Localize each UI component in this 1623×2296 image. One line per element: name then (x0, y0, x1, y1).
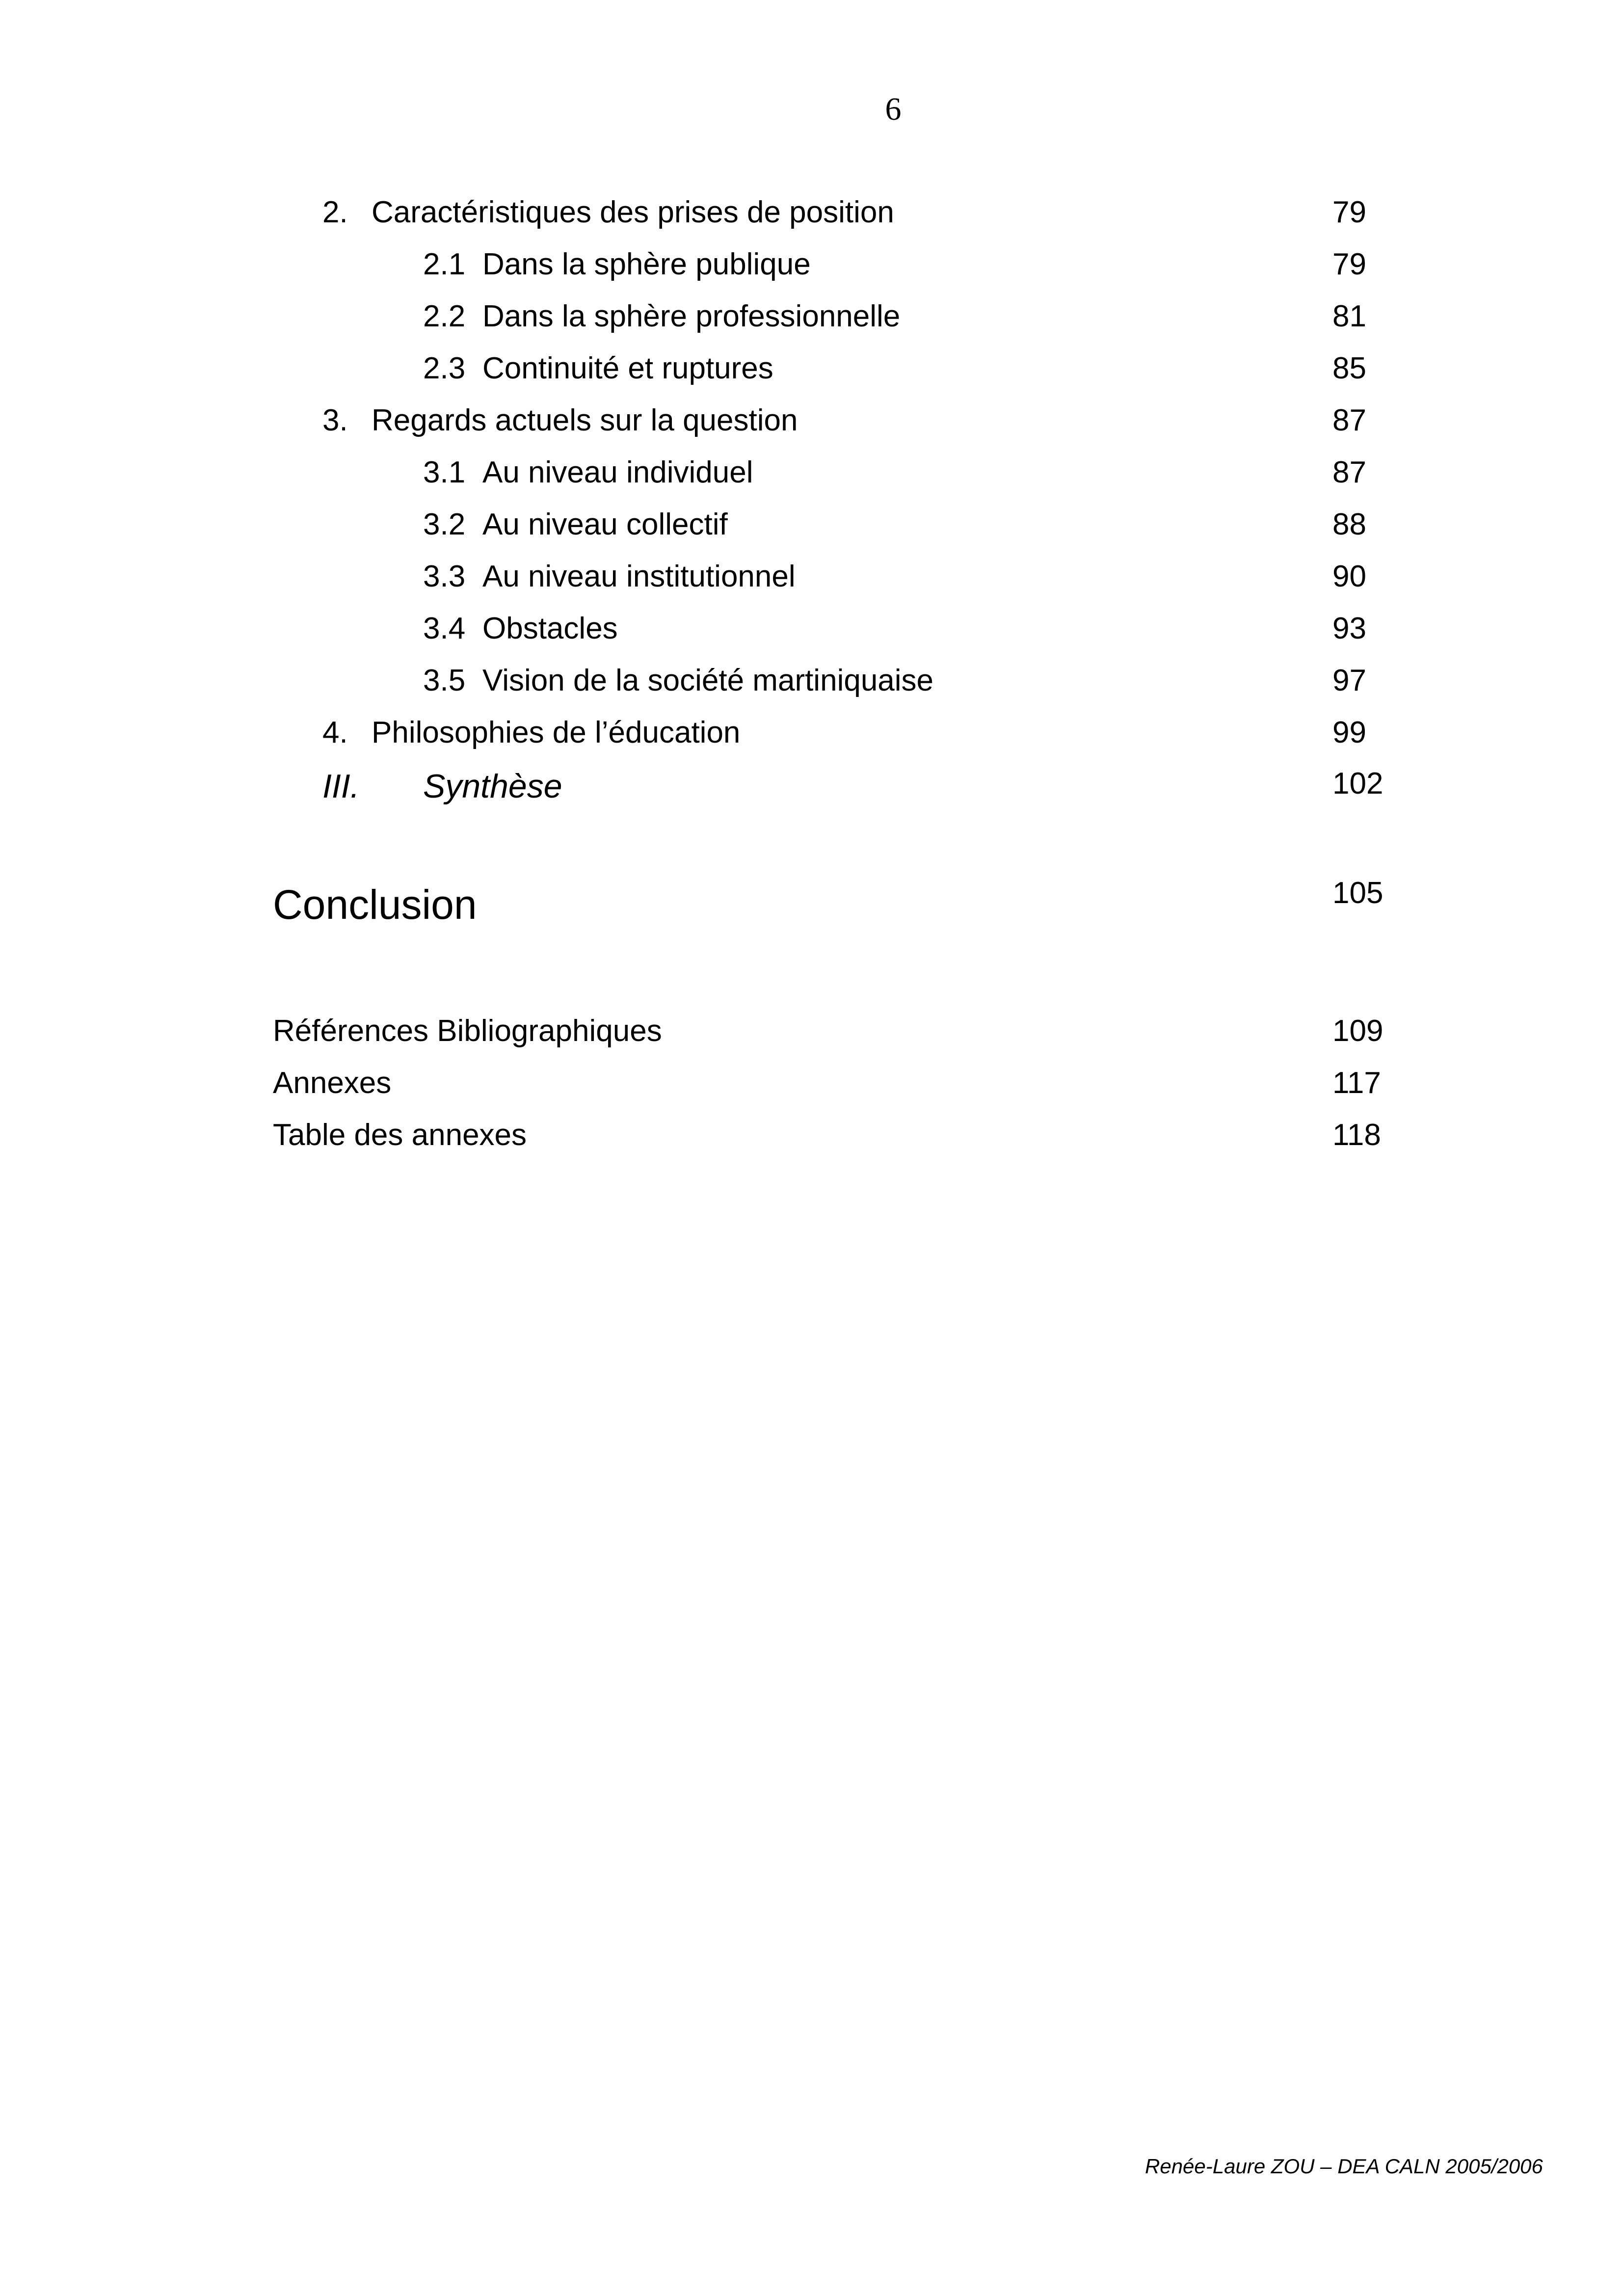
toc-entry-label: Regards actuels sur la question (372, 403, 798, 437)
toc-entry-label: Dans la sphère publique (482, 247, 811, 281)
toc-entry-page: 93 (1332, 612, 1366, 645)
toc-entry-label: Références Bibliographiques (273, 1014, 662, 1048)
toc-entry-page: 88 (1332, 507, 1366, 541)
toc-entry-label: Annexes (273, 1066, 392, 1100)
toc-entry-page: 109 (1332, 1014, 1384, 1048)
toc-entry-page: 81 (1332, 299, 1366, 333)
toc-entry-page: 97 (1332, 664, 1366, 697)
toc-entry-number: 2.2 (423, 299, 466, 333)
toc-entry-label: Synthèse (423, 768, 562, 805)
toc-entry-number: 3.2 (423, 507, 466, 541)
toc-entry-page: 85 (1332, 351, 1366, 385)
toc-entry-label: Continuité et ruptures (482, 351, 773, 385)
toc-entry-number: 4. (322, 716, 348, 749)
toc-entry-label: Obstacles (482, 612, 618, 645)
toc-entry-number: 3.1 (423, 455, 466, 489)
toc-entry-page: 102 (1332, 767, 1384, 801)
toc-entry-label: Caractéristiques des prises de position (372, 195, 894, 229)
toc-entry-page: 87 (1332, 403, 1366, 437)
toc-entry-number: 2.3 (423, 351, 466, 385)
toc-entry-page: 90 (1332, 560, 1366, 593)
toc-entry-page: 87 (1332, 455, 1366, 489)
toc-entry-label: Table des annexes (273, 1118, 527, 1152)
toc-entry-label: Au niveau institutionnel (482, 560, 796, 593)
toc-entry-page: 105 (1332, 876, 1384, 910)
toc-entry-page: 117 (1332, 1066, 1381, 1100)
toc-entry-label: Au niveau individuel (482, 455, 753, 489)
toc-entry-label: Conclusion (273, 881, 477, 928)
toc-entry-page: 118 (1332, 1118, 1381, 1152)
toc-entry-page: 79 (1332, 195, 1366, 229)
toc-entry-label: Dans la sphère professionnelle (482, 299, 901, 333)
toc-entry-number: III. (322, 768, 360, 805)
toc-entry-label: Vision de la société martiniquaise (482, 664, 934, 697)
page-footer: Renée-Laure ZOU – DEA CALN 2005/2006 (1145, 2155, 1543, 2178)
toc-entry-number: 3.4 (423, 612, 466, 645)
toc-entry-page: 99 (1332, 716, 1366, 749)
toc-entry-number: 2. (322, 195, 348, 229)
toc-entry-number: 3.5 (423, 664, 466, 697)
toc-entry-number: 3.3 (423, 560, 466, 593)
toc-entry-label: Au niveau collectif (482, 507, 728, 541)
page-number: 6 (885, 91, 902, 127)
toc-entry-page: 79 (1332, 247, 1366, 281)
toc-entry-label: Philosophies de l’éducation (372, 716, 741, 749)
toc-entry-number: 2.1 (423, 247, 466, 281)
toc-entry-number: 3. (322, 403, 348, 437)
